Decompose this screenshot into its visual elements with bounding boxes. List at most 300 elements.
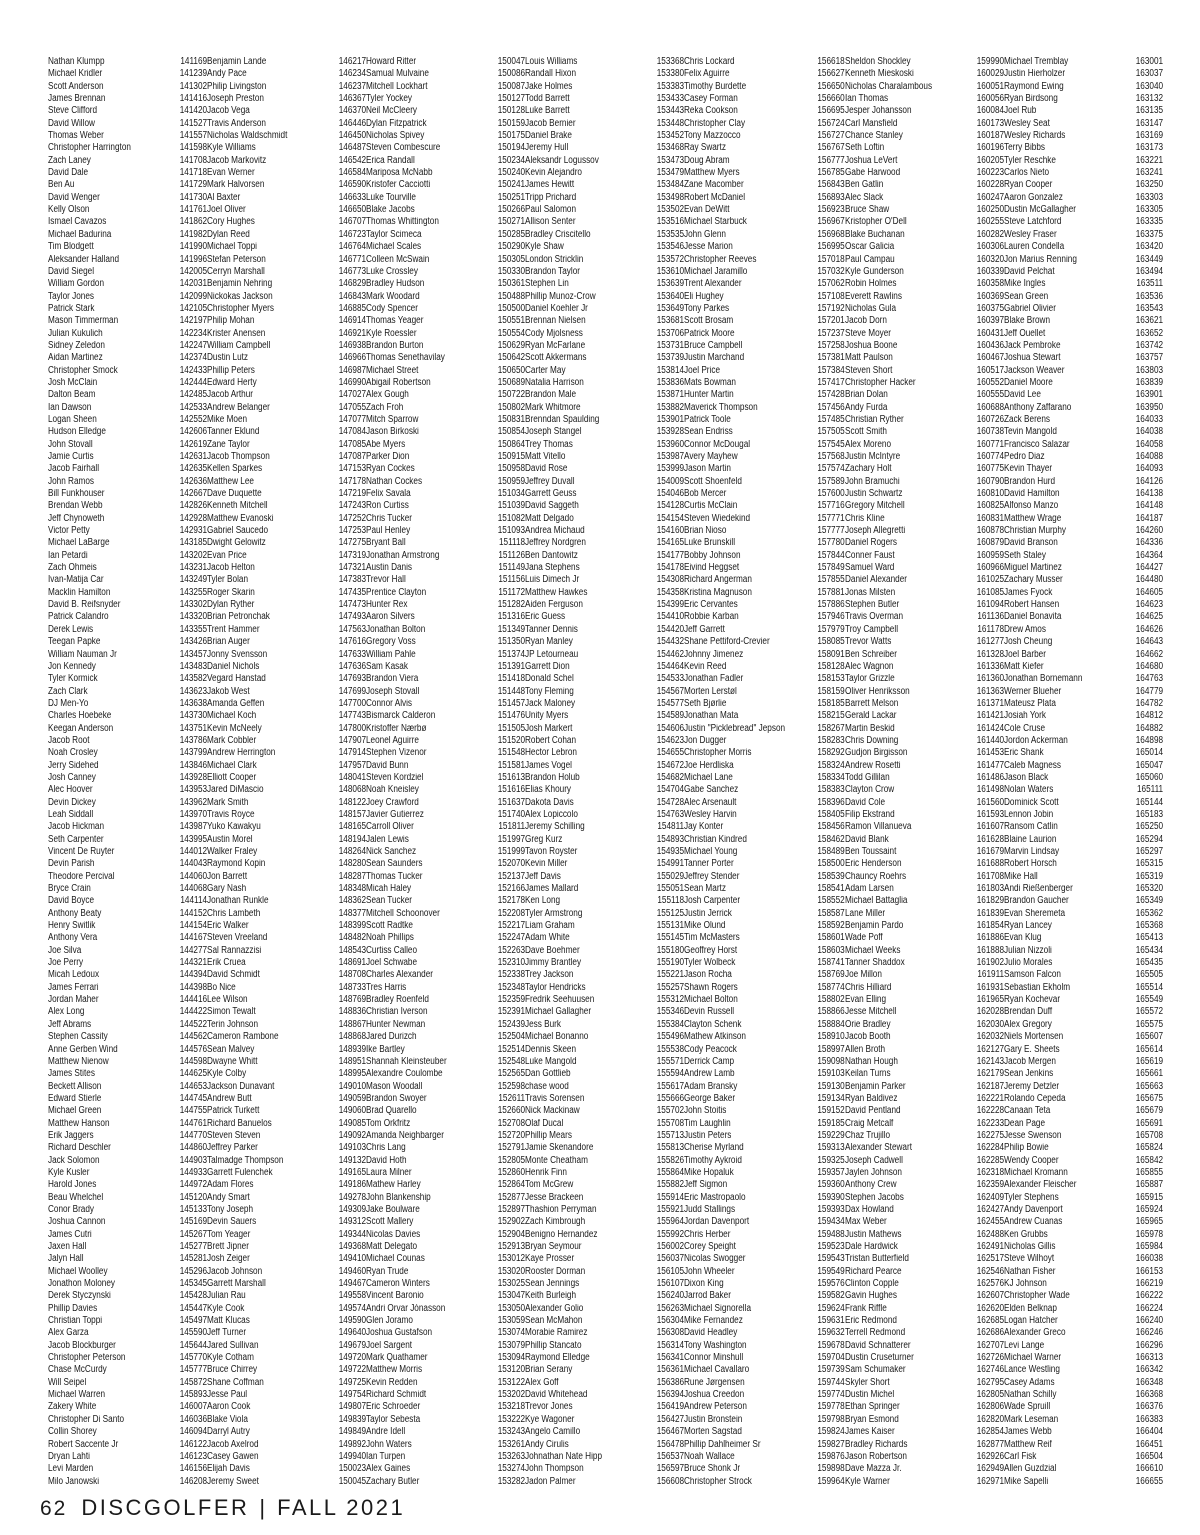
member-name: Elliott Cooper [207,772,257,783]
member-entry [366,674,525,684]
member-entry [366,1069,525,1079]
member-name: Scott Radtke [366,921,414,932]
member-name: Jonathan Bornemann [1003,674,1083,685]
member-entry [1004,946,1163,956]
member-entry [845,575,1004,585]
member-name: Bob Mercer [684,489,727,500]
member-name: Christian Murphy [1003,526,1066,537]
member-entry [207,415,366,425]
member-number: 144060 [179,870,208,882]
member-entry [1004,415,1163,425]
member-name: Eric Redmond [844,1316,897,1327]
member-entry [1004,650,1163,660]
member-entry [684,1143,845,1153]
member-number: 143799 [179,747,208,759]
member-name: Gerald Lackar [844,711,897,722]
member-number: 144416 [179,994,208,1006]
member-number: 165924 [1135,1203,1164,1215]
member-number: 146123 [179,1450,208,1462]
member-name: Phillip Stancato [525,1340,582,1351]
member-number: 165675 [1135,1092,1164,1104]
member-number: 161931 [976,981,1005,993]
member-number: 151418 [497,673,526,685]
member-name: Matt Delgado [525,513,574,524]
member-entry [366,847,525,857]
member-name: Johnny Jimenez [684,649,744,660]
member-entry [366,761,525,771]
member-name: Sean McMahon [525,1316,583,1327]
member-entry [207,242,366,252]
member-name: Jon Marius Renning [1003,254,1077,265]
member-name: Eric Walker [207,921,249,932]
member-entry [207,1242,366,1252]
member-entry [684,1193,845,1203]
member-entry [684,1402,845,1412]
member-entry [845,600,1004,610]
member-name: Zack Berens [1003,414,1051,425]
member-number: 147319 [338,549,367,561]
member-number: 151126 [498,549,526,561]
member-name: Bobby Johnson [684,550,741,561]
member-entry [48,193,207,203]
member-number: 153243 [497,1426,526,1438]
member-entry [48,662,207,672]
member-entry [366,983,525,993]
member-number: 141420 [179,105,208,117]
member-number: 162607 [976,1290,1005,1302]
member-entry [48,143,207,153]
member-entry [684,983,845,993]
member-number: 152263 [497,944,526,956]
member-entry [845,1452,1004,1462]
member-number: 156618 [817,56,845,67]
member-number: 165294 [1135,833,1164,845]
member-entry [525,440,684,450]
member-entry [1004,514,1163,524]
member-entry [366,304,525,314]
member-number: 156923 [817,204,845,216]
member-name: Jacob Hickman [48,822,105,833]
member-number: 154160 [656,525,685,537]
member-number: 144522 [179,1018,208,1030]
member-column [366,57,525,1487]
member-name: Tyler Reschke [1003,155,1056,166]
member-entry [684,1267,845,1277]
member-entry [525,1045,684,1055]
member-number: 144043 [179,858,208,870]
member-name: Andre Idell [366,1427,406,1438]
member-entry [366,1119,525,1129]
member-number: 159152 [817,1105,845,1117]
member-entry [207,835,366,845]
member-entry [525,57,684,67]
member-entry [207,921,366,931]
member-entry [1004,1341,1163,1351]
member-number: 163375 [1135,228,1164,240]
member-entry [207,1094,366,1104]
member-entry [48,1168,207,1178]
member-entry [684,1230,845,1240]
member-name: Michael Warren [48,1390,106,1401]
member-entry [48,1341,207,1351]
member-number: 148867 [338,1018,367,1030]
member-entry [845,995,1004,1005]
member-entry [845,1119,1004,1129]
member-number: 143751 [179,722,208,734]
member-name: Dustin Lutz [207,353,249,364]
member-name: Avery Mayhew [684,452,738,462]
member-entry [845,292,1004,302]
member-number: 151282 [497,599,526,611]
member-name: Patrick Moore [684,328,735,339]
member-number: 146237 [338,80,367,92]
member-name: Evan Werner [207,168,255,179]
member-name: Jacob Root [48,735,90,746]
member-number: 157589 [817,475,845,487]
member-entry [207,230,366,240]
member-entry [684,57,845,67]
member-entry [207,82,366,92]
member-name: Jeremy Detzler [1003,1081,1060,1092]
member-entry [684,847,845,857]
member-entry [1004,724,1163,734]
member-entry [845,933,1004,943]
member-entry [48,464,207,474]
member-entry [1004,1254,1163,1264]
member-number: 159778 [817,1401,845,1413]
member-entry [845,761,1004,771]
member-name: Scott Brosam [684,316,734,327]
member-name: Michael Bonanno [525,1032,589,1043]
member-entry [207,57,366,67]
member-column [48,57,207,1487]
member-name: Garrett Marshall [207,1279,266,1290]
member-number: 144394 [179,969,208,981]
member-number: 141990 [179,241,208,253]
member-name: Terry Bibbs [1003,143,1045,154]
member-number: 150361 [497,278,526,290]
member-entry [207,1477,366,1487]
member-name: Jacob Johnson [207,1266,263,1277]
member-entry [525,304,684,314]
member-number: 153484 [656,179,685,191]
member-name: Cody Spencer [366,303,419,314]
member-name: Michael Scales [366,242,422,253]
member-name: Teegan Papke [48,637,101,648]
member-name: Anthony Zaffarano [1003,402,1072,413]
member-entry [1004,1205,1163,1215]
member-name: Conor Brady [48,1204,95,1215]
member-number: 159827 [817,1438,845,1450]
member-name: Nicolas Swogger [684,1254,746,1265]
member-entry [366,588,525,598]
member-number: 157201 [817,315,845,327]
member-number: 145770 [179,1352,208,1364]
member-entry [366,82,525,92]
member-entry [845,551,1004,561]
member-entry [525,1143,684,1153]
member-entry [1004,1242,1163,1252]
member-entry [525,353,684,363]
member-name: Brandon Viera [366,674,419,685]
member-name: Phillip Peters [207,365,255,376]
member-entry [845,1328,1004,1338]
member-entry [684,1279,845,1289]
member-name: Andrew Belanger [207,402,270,413]
member-number: 162409 [976,1191,1005,1203]
member-number: 155992 [656,1228,685,1240]
member-number: 141598 [179,142,208,154]
member-entry [845,1378,1004,1388]
member-name: Stephen Vizenor [366,748,427,759]
member-number: 145872 [179,1376,208,1388]
member-number: 155346 [656,1006,685,1018]
member-name: Alexander Greco [1003,1328,1066,1339]
member-entry [207,847,366,857]
member-number: 148157 [338,808,367,820]
member-number: 151740 [497,808,526,820]
member-number: 147085 [338,438,367,450]
member-name: Kristoffer Nærbø [366,723,427,734]
member-name: Derek Styczynski [48,1291,111,1302]
member-name: Bruce Shaw [844,205,890,216]
member-number: 155118 [657,895,685,907]
member-number: 158587 [817,907,845,919]
member-number: 153882 [656,401,685,413]
member-entry [525,1094,684,1104]
member-number: 164626 [1135,623,1164,635]
member-entry [525,588,684,598]
member-entry [207,1168,366,1178]
member-entry [845,1402,1004,1412]
member-number: 160306 [976,241,1005,253]
member-entry [366,427,525,437]
member-entry [845,1440,1004,1450]
member-name: Canaan Teta [1003,1106,1051,1117]
member-number: 149754 [338,1389,367,1401]
member-entry [684,329,845,339]
member-number: 142444 [179,376,208,388]
member-entry [845,1353,1004,1363]
member-entry [525,316,684,326]
member-entry [366,1452,525,1462]
member-number: 162707 [976,1339,1005,1351]
member-number: 159824 [817,1426,845,1438]
member-number: 152660 [497,1105,526,1117]
member-name: Micah Haley [366,884,412,895]
member-number: 148348 [338,883,367,895]
member-number: 146007 [179,1401,208,1413]
member-number: 156777 [817,154,845,166]
member-entry [48,57,207,67]
member-number: 155713 [656,1129,685,1141]
member-name: Shane Pettiford-Crevier [684,637,770,648]
member-entry [845,1279,1004,1289]
member-entry [525,699,684,709]
member-number: 161453 [976,747,1005,759]
member-entry [1004,687,1163,697]
member-name: Cory Hughes [207,217,255,228]
member-entry [525,724,684,734]
member-number: 157062 [817,278,845,290]
member-number: 162455 [976,1216,1005,1228]
member-number: 164605 [1135,586,1164,598]
member-entry [684,180,845,190]
member-name: Richard Angerman [684,575,753,586]
member-name: Sean Tucker [366,896,413,907]
member-number: 162030 [976,1018,1005,1030]
member-number: 157192 [817,302,845,314]
member-number: 150915 [497,451,526,462]
member-number: 165855 [1135,1166,1164,1178]
member-number: 161178 [977,623,1005,635]
member-entry [207,958,366,968]
member-name: David Boyce [48,896,95,907]
member-number: 154655 [656,747,685,759]
member-name: Joseph Allegretti [844,526,906,537]
member-number: 160173 [976,117,1005,129]
member-number: 163901 [1135,389,1164,401]
member-name: James Webb [1003,1427,1052,1438]
member-entry [48,1131,207,1141]
member-number: 155125 [656,907,685,919]
member-number: 159624 [817,1302,845,1314]
member-name: Hunter Rex [366,600,408,611]
member-number: 156427 [656,1413,685,1425]
member-name: Garrett Geuss [525,489,577,500]
member-name: Prentice Clayton [366,587,427,598]
member-number: 143582 [179,673,208,685]
member-number: 165297 [1135,846,1164,857]
member-entry [207,378,366,388]
member-number: 152897 [497,1203,526,1215]
member-name: Jeremy Hull [525,143,569,154]
member-number: 143231 [179,562,208,574]
member-entry [207,403,366,413]
member-number: 143320 [179,611,208,623]
member-entry [207,946,366,956]
member-number: 142374 [179,352,208,364]
member-number: 160966 [976,562,1005,574]
member-entry [207,872,366,882]
member-entry [48,724,207,734]
member-number: 165549 [1135,994,1164,1006]
member-entry [684,773,845,783]
member-name: Kelly Olson [48,205,90,216]
member-entry [366,94,525,104]
member-entry [48,625,207,635]
member-entry [207,143,366,153]
member-name: Joe Silva [48,945,82,956]
member-name: Joshua Stewart [1003,353,1061,364]
member-name: Christopher Clay [684,118,746,129]
member-number: 160467 [976,352,1005,364]
member-entry [845,1217,1004,1227]
member-entry [48,970,207,980]
member-number: 158128 [817,660,845,672]
member-name: Trey Jackson [525,970,574,981]
member-number: 155666 [656,1092,685,1104]
member-entry [48,378,207,388]
member-entry [525,1328,684,1338]
member-number: 147087 [338,451,367,462]
member-number: 145120 [179,1191,208,1203]
member-number: 163543 [1135,302,1164,314]
member-entry [525,217,684,227]
member-name: Tony Washington [684,1340,747,1351]
member-number: 157384 [817,364,845,376]
member-entry [684,69,845,79]
member-entry [366,835,525,845]
member-number: 141708 [179,154,208,166]
member-entry [525,822,684,832]
member-number: 164763 [1135,673,1164,685]
member-entry [207,612,366,622]
member-number: 143302 [179,599,208,611]
member-column [684,57,845,1487]
member-entry [207,353,366,363]
member-name: Eric Mastropaolo [684,1192,746,1203]
member-name: Sal Rannazzisi [207,945,262,956]
member-name: Anne Gerben Wind [48,1044,118,1055]
member-number: 143457 [179,648,208,660]
member-number: 153094 [497,1352,526,1364]
member-name: Will Seipel [48,1377,87,1388]
member-entry [684,637,845,647]
member-entry [845,1304,1004,1314]
member-entry [48,835,207,845]
member-number: 143995 [179,833,208,845]
member-name: Chase McCurdy [48,1365,107,1376]
member-name: Ian Turpen [366,1451,406,1462]
member-entry [845,526,1004,536]
member-number: 147055 [338,401,367,413]
member-name: Sean Jennings [525,1279,580,1290]
member-entry [48,1057,207,1067]
member-number: 150285 [497,228,526,240]
member-name: Zach Laney [48,155,91,166]
member-name: Ramon Villanueva [844,822,912,833]
member-number: 144422 [179,1006,208,1018]
member-name: Jana Stephens [525,563,580,574]
member-name: Charles Alexander [366,970,434,981]
member-number: 165572 [1135,1006,1164,1018]
member-entry [525,1316,684,1326]
member-entry [207,94,366,104]
member-number: 159704 [817,1352,845,1364]
member-number: 143730 [179,710,208,722]
member-entry [207,1304,366,1314]
member-name: Jeffrey Nordgren [525,538,587,549]
member-name: Amanda Neighbarger [366,1130,445,1141]
member-number: 151374 [497,648,526,660]
member-entry [48,575,207,585]
member-entry [207,822,366,832]
member-entry [48,1452,207,1462]
member-name: Christopher Peterson [48,1353,126,1364]
member-number: 144755 [179,1105,208,1117]
member-name: Jamie Curtis [48,452,94,462]
member-entry [366,366,525,376]
member-name: Jared Sullivan [207,1340,259,1351]
member-entry [525,156,684,166]
member-entry [525,526,684,536]
member-name: Christopher Hacker [844,377,916,388]
member-name: David Hamilton [1003,489,1060,500]
member-name: Doug Abram [684,155,730,166]
member-entry [684,1119,845,1129]
member-entry [525,180,684,190]
